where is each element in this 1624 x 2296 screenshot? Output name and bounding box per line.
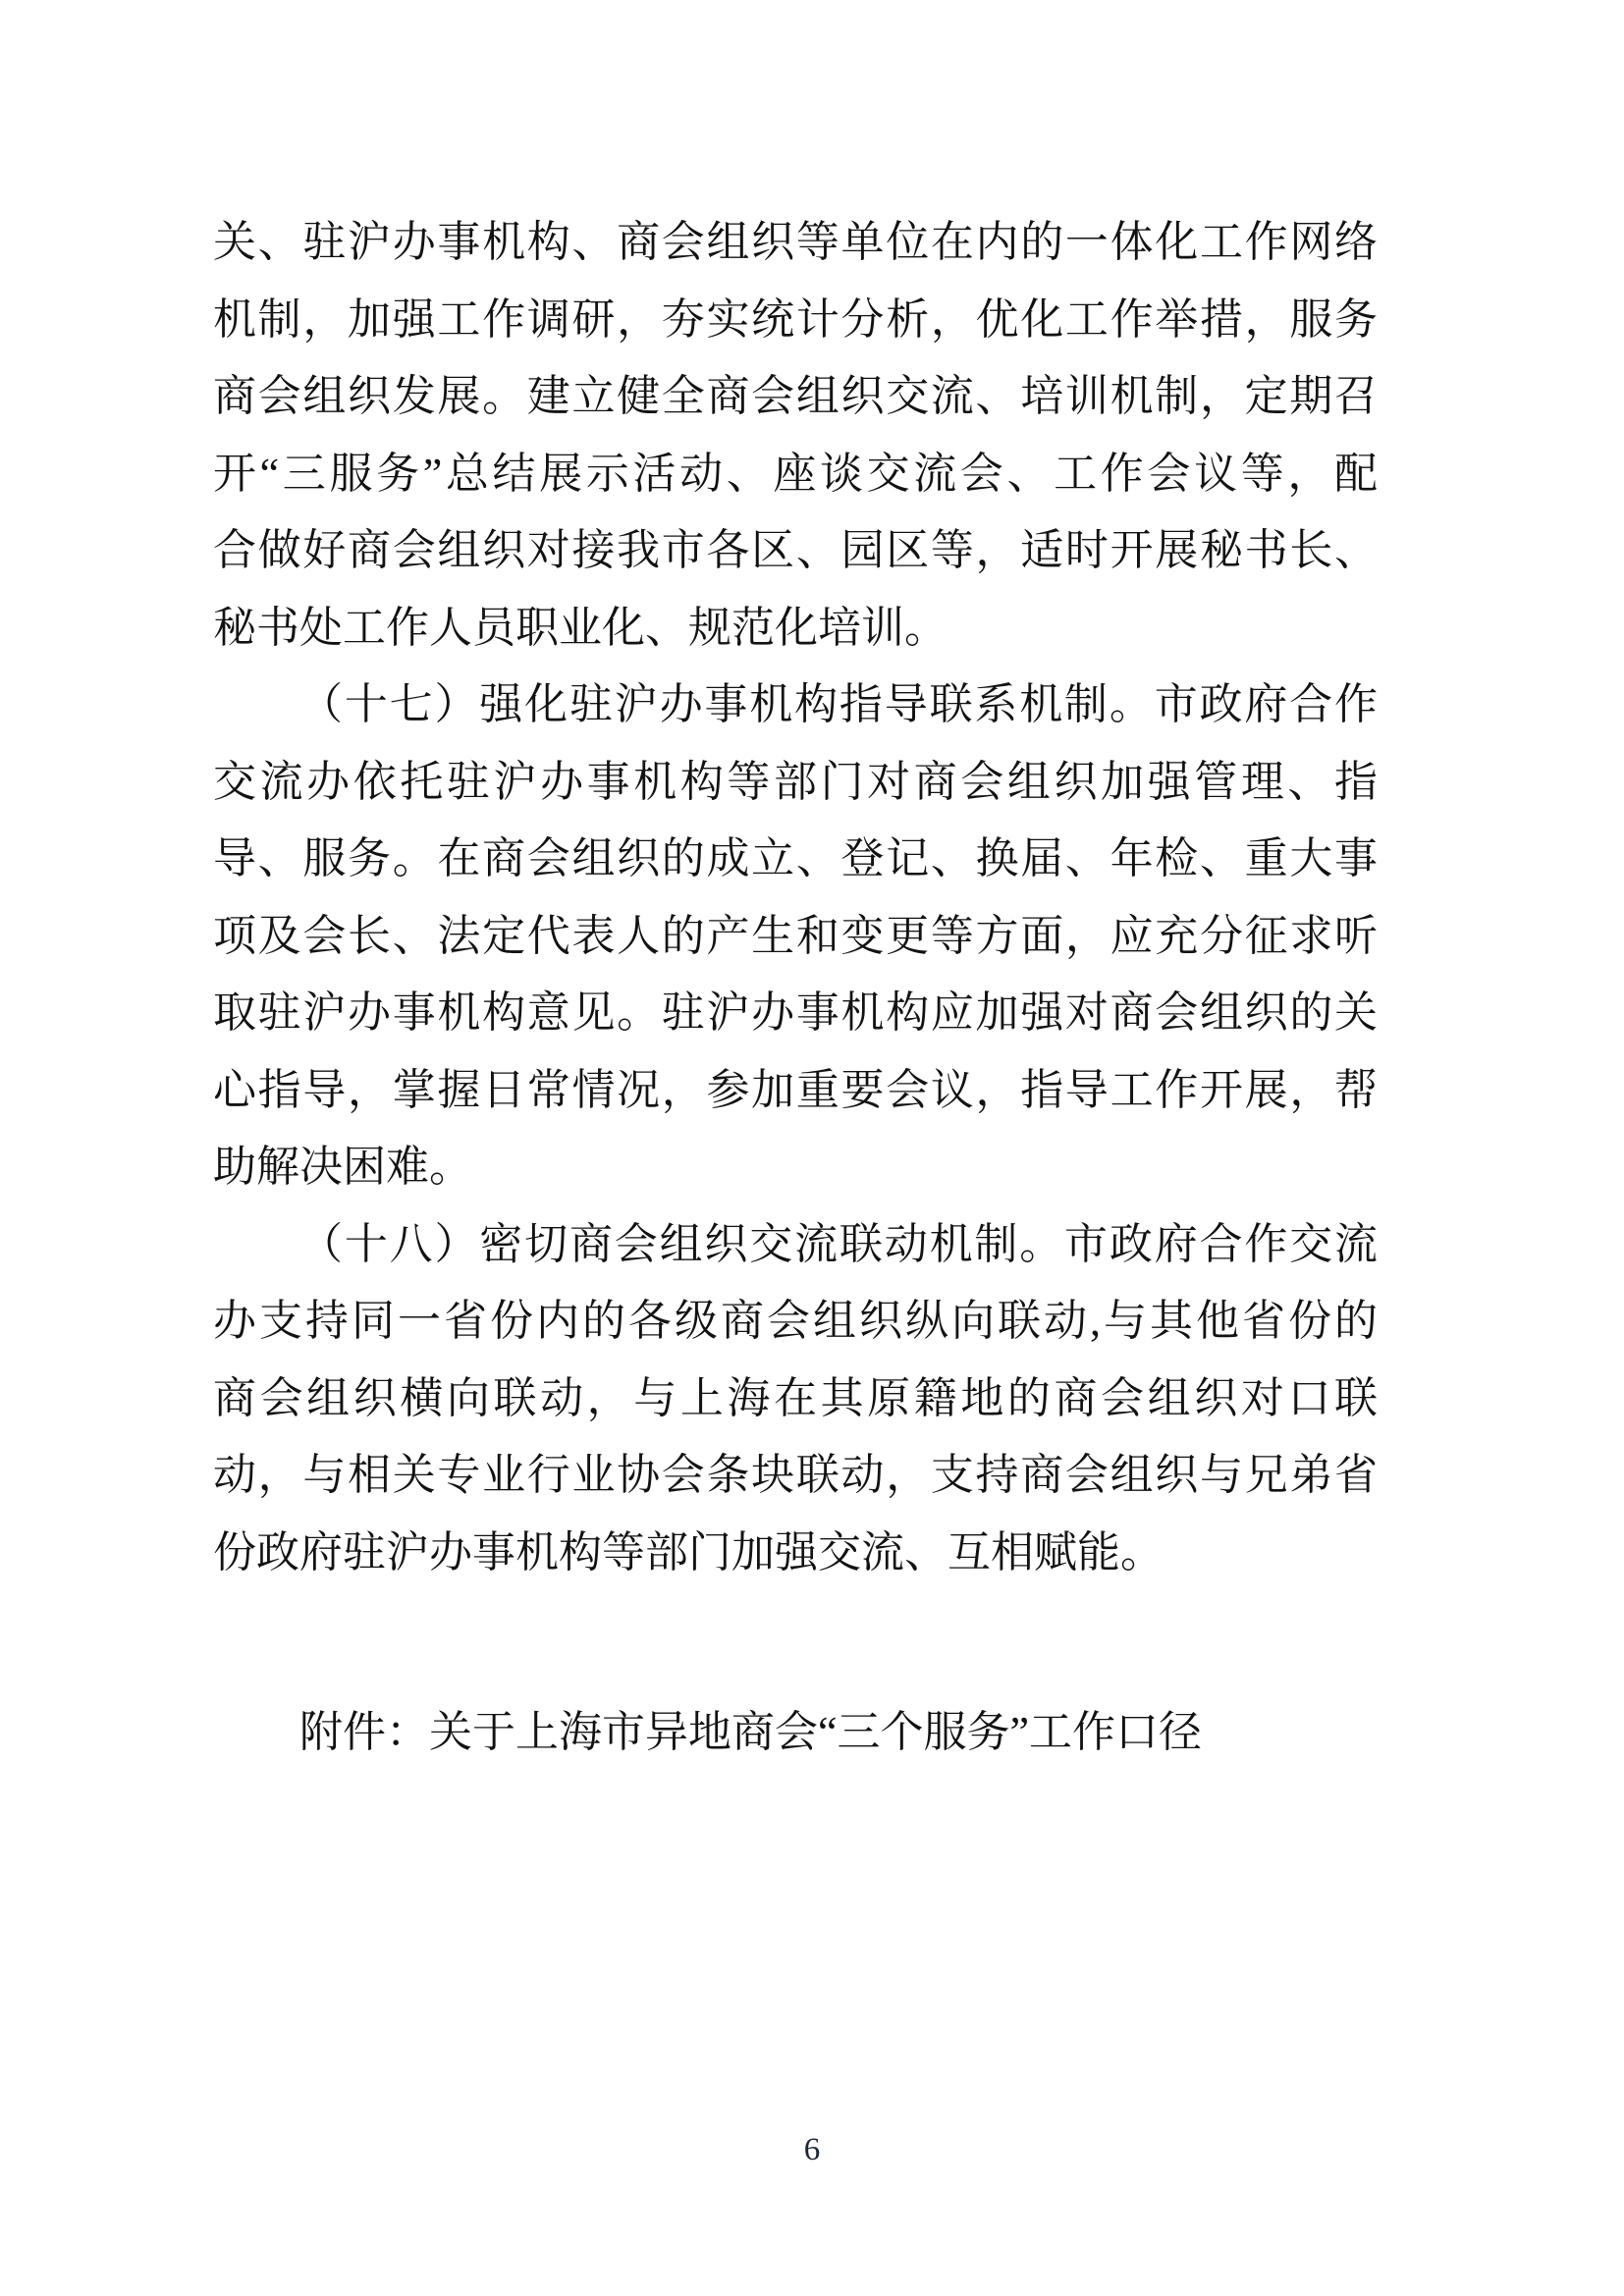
attachment-reference: 附件：关于上海市异地商会“三个服务”工作口径 xyxy=(299,1708,1203,1756)
text-line: 心指导，掌握日常情况，参加重要会议，指导工作开展，帮 xyxy=(213,1065,1378,1114)
text-line: 项及会长、法定代表人的产生和变更等方面，应充分征求听 xyxy=(213,911,1378,960)
text-line: 办支持同一省份内的各级商会组织纵向联动,与其他省份的 xyxy=(213,1297,1378,1345)
paragraph-17 xyxy=(213,667,1378,1206)
text-line: 秘书处工作人员职业化、规范化培训。 xyxy=(213,603,947,652)
page-number: 6 xyxy=(803,2132,821,2167)
text-line: 动，与相关专业行业协会条块联动，支持商会组织与兄弟省 xyxy=(213,1451,1378,1499)
text-line: 开“三服务”总结展示活动、座谈交流会、工作会议等，配 xyxy=(213,449,1378,498)
text-line: 商会组织发展。建立健全商会组织交流、培训机制，定期召 xyxy=(213,372,1378,420)
paragraph-18 xyxy=(213,1206,1378,1592)
text-line: 机制，加强工作调研，夯实统计分析，优化工作举措，服务 xyxy=(213,294,1378,344)
text-line: 交流办依托驻沪办事机构等部门对商会组织加强管理、指 xyxy=(213,757,1378,806)
text-line: （十八）密切商会组织交流联动机制。市政府合作交流 xyxy=(299,1219,1378,1268)
text-line: （十七）强化驻沪办事机构指导联系机制。市政府合作 xyxy=(299,680,1378,728)
text-line: 取驻沪办事机构意见。驻沪办事机构应加强对商会组织的关 xyxy=(213,988,1378,1037)
text-line: 关、驻沪办事机构、商会组织等单位在内的一体化工作网络 xyxy=(213,218,1378,266)
text-line: 商会组织横向联动，与上海在其原籍地的商会组织对口联 xyxy=(213,1373,1378,1422)
text-line: 助解决困难。 xyxy=(213,1143,472,1191)
document-body xyxy=(213,204,1378,1591)
text-line: 份政府驻沪办事机构等部门加强交流、互相赋能。 xyxy=(213,1527,1164,1576)
text-line: 合做好商会组织对接我市各区、园区等，适时开展秘书长、 xyxy=(213,526,1378,574)
paragraph-16-continuation xyxy=(213,204,1378,667)
text-line: 导、服务。在商会组织的成立、登记、换届、年检、重大事 xyxy=(213,834,1378,882)
